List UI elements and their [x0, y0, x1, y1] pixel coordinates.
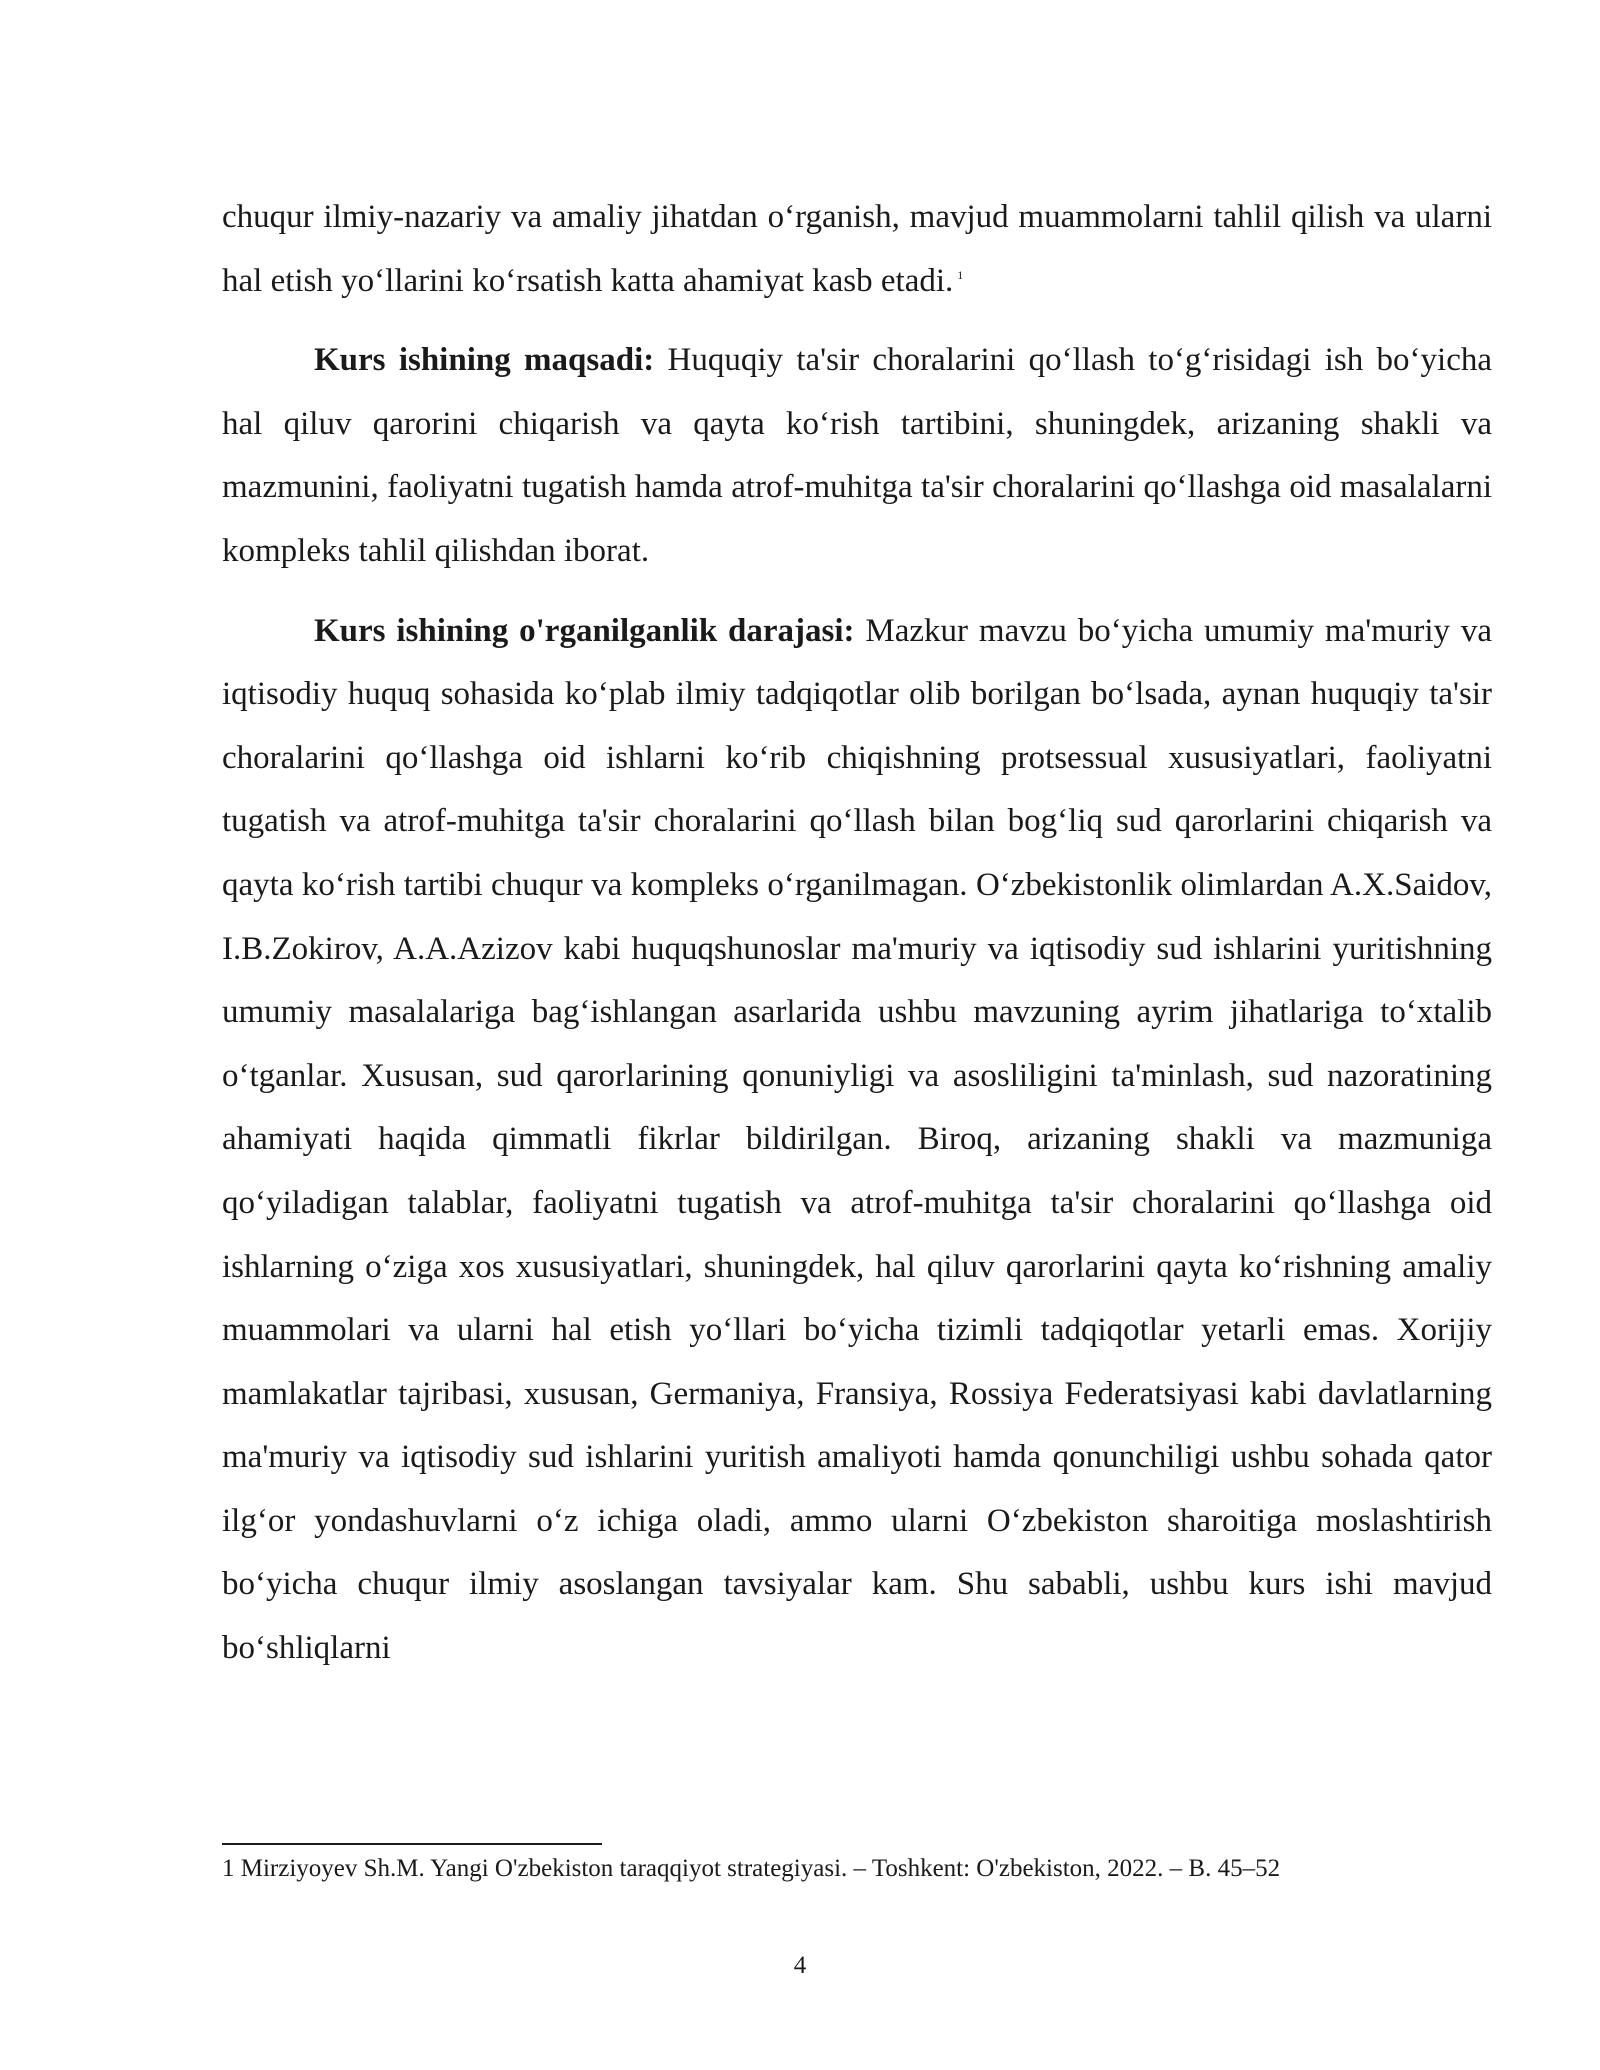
- footnote-separator: [222, 1843, 602, 1845]
- study-paragraph: [222, 600, 1492, 1681]
- footnote: 1 Mirziyoyev Sh.M. Yangi O'zbekiston taraqqiyot strategiyasi. – Toshkent: O'zbekiston, 2022. – B. 45–52: [222, 1855, 1281, 1882]
- continuation-text: chuqur ilmiy-nazariy va amaliy jihatdan o‘rganish, mavjud muammolarni tahlil qilish va ularni hal etish yo‘llarini ko‘rsatish katta ahamiyat kasb etadi.: [222, 199, 1492, 299]
- study-heading: Kurs ishining o'rganilganlik darajasi:: [314, 612, 855, 649]
- goal-paragraph: [222, 329, 1492, 583]
- body-text: [222, 186, 1492, 1697]
- study-text: Mazkur mavzu bo‘yicha umumiy ma'muriy va iqtisodiy huquq sohasida ko‘plab ilmiy tadqiqotlar olib borilgan bo‘lsada, aynan huquqiy ta'sir choralarini qo‘llashga oid ishlarni ko‘rib chiqishning protsessual xususiyatlari, faoliyatni tugatish va atrof-muhitga ta'sir choralarini qo‘llash bilan bog‘liq sud qarorlarini chiqarish va qayta ko‘rish tartibi chuqur va kompleks o‘rganilmagan. O‘zbekistonlik olimlardan A.X.Saidov, I.B.Zokirov, A.A.Azizov kabi huquqshunoslar ma'muriy va iqtisodiy sud ishlarini yuritishning umumiy masalalariga bag‘ishlangan asarlarida ushbu mavzuning ayrim jihatlariga to‘xtalib o‘tganlar. Xususan, sud qarorlarining qonuniyligi va asosliligini ta'minlash, sud nazoratining ahamiyati haqida qimmatli fikrlar bildirilgan. Biroq, arizaning shakli va mazmuniga qo‘yiladigan talablar, faoliyatni tugatish va atrof-muhitga ta'sir choralarini qo‘llashga oid ishlarning o‘ziga xos xususiyatlari, shuningdek, hal qiluv qarorlarini qayta ko‘rishning amaliy muammolari va ularni hal etish yo‘llari bo‘yicha tizimli tadqiqotlar yetarli emas. Xorijiy mamlakatlar tajribasi, xususan, Germaniya, Fransiya, Rossiya Federatsiyasi kabi davlatlarning ma'muriy va iqtisodiy sud ishlarini yuritish amaliyoti hamda qonunchiligi ushbu sohada qator ilg‘or yondashuvlarni o‘z ichiga oladi, ammo ularni O‘zbekiston sharoitiga moslashtirish bo‘yicha chuqur ilmiy asoslangan tavsiyalar kam. Shu sababli, ushbu kurs ishi mavjud bo‘shliqlarni: [222, 612, 1493, 1667]
- goal-text: Huquqiy ta'sir choralarini qo‘llash to‘g‘risidagi ish bo‘yicha hal qiluv qarorini chiqarish va qayta ko‘rish tartibini, shuningdek, arizaning shakli va mazmunini, faoliyatni tugatish hamda atrof-muhitga ta'sir choralarini qo‘llashga oid masalalarni kompleks tahlil qilishdan iborat.: [222, 342, 1492, 569]
- footnote-reference: 1: [957, 267, 964, 282]
- page-number: 4: [793, 1952, 807, 1979]
- continuation-paragraph: [222, 186, 1492, 313]
- goal-heading: Kurs ishining maqsadi:: [314, 342, 655, 379]
